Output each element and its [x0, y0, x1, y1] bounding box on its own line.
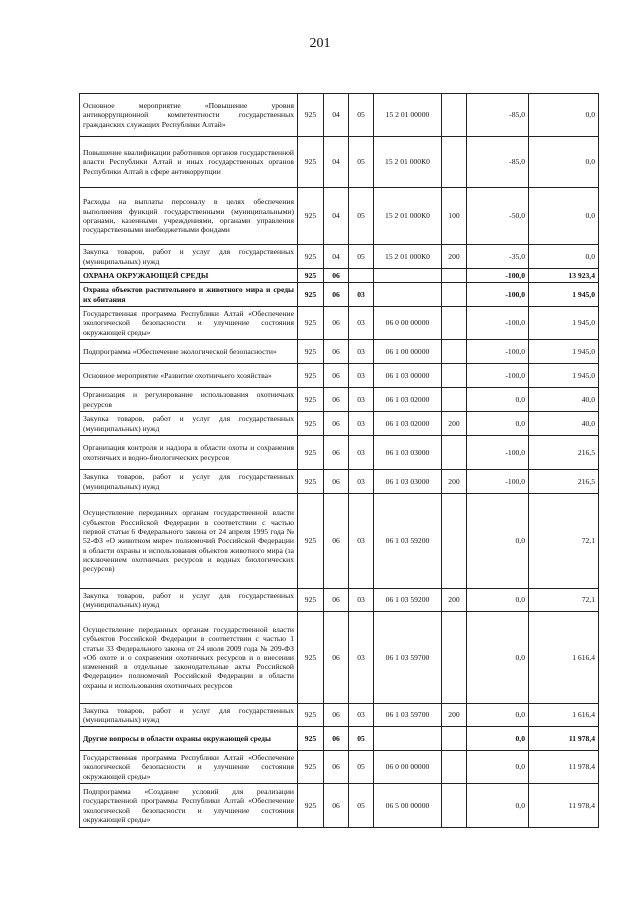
section-code: 04 — [324, 137, 349, 188]
ministry-code: 925 — [298, 727, 324, 751]
table-row — [80, 245, 599, 269]
target-article-code: 15 2 01 000К0 — [374, 188, 442, 245]
row-name: Закупка товаров, работ и услуг для государственных (муниципальных) нужд — [80, 589, 298, 612]
total-amount: 1 945,0 — [529, 307, 599, 340]
total-amount: 40,0 — [529, 412, 599, 436]
target-article-code — [374, 283, 442, 307]
expense-type-code: 100 — [442, 188, 467, 245]
subsection-code — [349, 269, 374, 283]
ministry-code: 925 — [298, 589, 324, 612]
ministry-code: 925 — [298, 137, 324, 188]
change-amount: 0,0 — [467, 412, 529, 436]
total-amount: 0,0 — [529, 188, 599, 245]
target-article-code: 06 1 00 00000 — [374, 340, 442, 364]
total-amount: 11 978,4 — [529, 727, 599, 751]
change-amount: 0,0 — [467, 727, 529, 751]
subsection-code: 05 — [349, 784, 374, 828]
section-code: 06 — [324, 704, 349, 727]
table-row — [80, 388, 599, 412]
target-article-code: 15 2 01 000К0 — [374, 245, 442, 269]
total-amount: 72,1 — [529, 589, 599, 612]
expense-type-code: 200 — [442, 412, 467, 436]
subsection-code: 03 — [349, 388, 374, 412]
subsection-code: 05 — [349, 188, 374, 245]
row-name: Расходы на выплаты персоналу в целях обеспечения выполнения функций государственными (муниципальными) органами, казенными учреждениями, органами управления государственными внебюджетными фондами — [80, 188, 298, 245]
section-code: 06 — [324, 494, 349, 589]
subsection-code: 05 — [349, 727, 374, 751]
section-code: 06 — [324, 436, 349, 470]
target-article-code: 06 1 03 00000 — [374, 364, 442, 388]
section-code: 06 — [324, 269, 349, 283]
ministry-code: 925 — [298, 269, 324, 283]
total-amount: 1 616,4 — [529, 612, 599, 704]
section-code: 06 — [324, 612, 349, 704]
ministry-code: 925 — [298, 784, 324, 828]
ministry-code: 925 — [298, 188, 324, 245]
total-amount: 11 978,4 — [529, 784, 599, 828]
table-row — [80, 494, 599, 589]
ministry-code: 925 — [298, 388, 324, 412]
table-row — [80, 283, 599, 307]
subsection-code: 05 — [349, 751, 374, 784]
section-code: 06 — [324, 388, 349, 412]
row-name: Организация и регулирование использования охотничьих ресурсов — [80, 388, 298, 412]
expense-type-code — [442, 269, 467, 283]
ministry-code: 925 — [298, 307, 324, 340]
subsection-code: 05 — [349, 245, 374, 269]
row-name: Основное мероприятие «Повышение уровня антикоррупционной компетентности государственных гражданских служащих Республики Алтай» — [80, 94, 298, 137]
section-code: 04 — [324, 245, 349, 269]
section-code: 06 — [324, 784, 349, 828]
ministry-code: 925 — [298, 470, 324, 494]
target-article-code — [374, 269, 442, 283]
row-name: Другие вопросы в области охраны окружающей среды — [80, 727, 298, 751]
change-amount: -100,0 — [467, 470, 529, 494]
total-amount: 1 945,0 — [529, 364, 599, 388]
change-amount: -85,0 — [467, 137, 529, 188]
table-body — [80, 94, 599, 828]
table-row — [80, 137, 599, 188]
table-row — [80, 307, 599, 340]
target-article-code: 06 1 03 03000 — [374, 470, 442, 494]
change-amount: -100,0 — [467, 436, 529, 470]
target-article-code — [374, 727, 442, 751]
row-name: Закупка товаров, работ и услуг для государственных (муниципальных) нужд — [80, 470, 298, 494]
row-name: Подпрограмма «Создание условий для реализации государственной программы Республики Алтай «Обеспечение экологической безопасности и улучшение состояния окружающей среды» — [80, 784, 298, 828]
expense-type-code — [442, 94, 467, 137]
page-number: 201 — [309, 36, 331, 51]
ministry-code: 925 — [298, 412, 324, 436]
table-row — [80, 94, 599, 137]
subsection-code: 03 — [349, 494, 374, 589]
total-amount: 11 978,4 — [529, 751, 599, 784]
section-code: 04 — [324, 94, 349, 137]
row-name: Государственная программа Республики Алтай «Обеспечение экологической безопасности и улучшение состояния окружающей среды» — [80, 307, 298, 340]
ministry-code: 925 — [298, 751, 324, 784]
ministry-code: 925 — [298, 94, 324, 137]
change-amount: -100,0 — [467, 269, 529, 283]
section-code: 06 — [324, 340, 349, 364]
change-amount: 0,0 — [467, 612, 529, 704]
section-code: 06 — [324, 470, 349, 494]
section-code: 06 — [324, 364, 349, 388]
subsection-code: 03 — [349, 436, 374, 470]
change-amount: -50,0 — [467, 188, 529, 245]
section-code: 06 — [324, 727, 349, 751]
subsection-code: 05 — [349, 137, 374, 188]
row-name: Осуществление переданных органам государственной власти субъектов Российской Федерации в соответствии с частью 1 статьи 33 Федерального закона от 24 июля 2009 года № 209-ФЗ «Об охоте и о сохранении охотничьих ресурсов и о внесении изменений в отдельные законодательные акты Российской Федерации» полномочий Российской Федерации в области охраны и использования охотничьих ресурсов — [80, 612, 298, 704]
expense-type-code: 200 — [442, 245, 467, 269]
section-code: 06 — [324, 751, 349, 784]
table-row — [80, 470, 599, 494]
table-row — [80, 188, 599, 245]
change-amount: -100,0 — [467, 340, 529, 364]
expense-type-code — [442, 436, 467, 470]
change-amount: 0,0 — [467, 494, 529, 589]
expense-type-code: 200 — [442, 589, 467, 612]
section-code: 06 — [324, 283, 349, 307]
expense-type-code — [442, 494, 467, 589]
change-amount: 0,0 — [467, 784, 529, 828]
subsection-code: 03 — [349, 589, 374, 612]
expense-type-code — [442, 784, 467, 828]
ministry-code: 925 — [298, 245, 324, 269]
target-article-code: 06 1 03 59200 — [374, 589, 442, 612]
change-amount: -100,0 — [467, 283, 529, 307]
budget-table — [79, 93, 599, 828]
subsection-code: 03 — [349, 412, 374, 436]
subsection-code: 03 — [349, 612, 374, 704]
subsection-code: 03 — [349, 704, 374, 727]
row-name: Повышение квалификации работников органов государственной власти Республики Алтай и иных государственных органов Республики Алтай в сфере антикоррупции — [80, 137, 298, 188]
row-name: Основное мероприятие «Развитие охотничьего хозяйства» — [80, 364, 298, 388]
change-amount: 0,0 — [467, 388, 529, 412]
change-amount: -100,0 — [467, 307, 529, 340]
total-amount: 13 923,4 — [529, 269, 599, 283]
ministry-code: 925 — [298, 612, 324, 704]
change-amount: -85,0 — [467, 94, 529, 137]
table-row — [80, 436, 599, 470]
expense-type-code — [442, 612, 467, 704]
section-code: 04 — [324, 188, 349, 245]
row-name: Организация контроля и надзора в области охоты и сохранения охотничьих и водно-биологических ресурсов — [80, 436, 298, 470]
target-article-code: 06 1 03 03000 — [374, 436, 442, 470]
target-article-code: 06 1 03 59700 — [374, 612, 442, 704]
row-name: Закупка товаров, работ и услуг для государственных (муниципальных) нужд — [80, 704, 298, 727]
ministry-code: 925 — [298, 436, 324, 470]
expense-type-code — [442, 283, 467, 307]
row-name: ОХРАНА ОКРУЖАЮЩЕЙ СРЕДЫ — [80, 269, 298, 283]
target-article-code: 15 2 01 00000 — [374, 94, 442, 137]
table-row — [80, 589, 599, 612]
expense-type-code — [442, 727, 467, 751]
table-row — [80, 269, 599, 283]
total-amount: 0,0 — [529, 94, 599, 137]
table-row — [80, 784, 599, 828]
table-row — [80, 704, 599, 727]
target-article-code: 06 0 00 00000 — [374, 307, 442, 340]
total-amount: 1 616,4 — [529, 704, 599, 727]
target-article-code: 06 0 00 00000 — [374, 751, 442, 784]
change-amount: 0,0 — [467, 704, 529, 727]
ministry-code: 925 — [298, 340, 324, 364]
expense-type-code — [442, 307, 467, 340]
ministry-code: 925 — [298, 704, 324, 727]
target-article-code: 06 1 03 59700 — [374, 704, 442, 727]
target-article-code: 15 2 01 000К0 — [374, 137, 442, 188]
row-name: Закупка товаров, работ и услуг для государственных (муниципальных) нужд — [80, 412, 298, 436]
target-article-code: 06 5 00 00000 — [374, 784, 442, 828]
section-code: 06 — [324, 307, 349, 340]
ministry-code: 925 — [298, 283, 324, 307]
total-amount: 0,0 — [529, 245, 599, 269]
subsection-code: 03 — [349, 470, 374, 494]
expense-type-code — [442, 137, 467, 188]
total-amount: 1 945,0 — [529, 283, 599, 307]
change-amount: 0,0 — [467, 751, 529, 784]
subsection-code: 03 — [349, 283, 374, 307]
table-row — [80, 412, 599, 436]
row-name: Осуществление переданных органам государственной власти субъектов Российской Федерации в соответствии с частью первой статьи 6 Федерального закона от 24 апреля 1995 года № 52-ФЗ «О животном мире» полномочий Российской Федерации в области охраны и использования объектов животного мира (за исключением охотничьих ресурсов и водных биологических ресурсов) — [80, 494, 298, 589]
total-amount: 40,0 — [529, 388, 599, 412]
subsection-code: 03 — [349, 364, 374, 388]
table-row — [80, 364, 599, 388]
row-name: Государственная программа Республики Алтай «Обеспечение экологической безопасности и улучшение состояния окружающей среды» — [80, 751, 298, 784]
target-article-code: 06 1 03 02000 — [374, 412, 442, 436]
row-name: Закупка товаров, работ и услуг для государственных (муниципальных) нужд — [80, 245, 298, 269]
expense-type-code — [442, 388, 467, 412]
total-amount: 216,5 — [529, 436, 599, 470]
target-article-code: 06 1 03 02000 — [374, 388, 442, 412]
section-code: 06 — [324, 412, 349, 436]
target-article-code: 06 1 03 59200 — [374, 494, 442, 589]
expense-type-code — [442, 340, 467, 364]
change-amount: -100,0 — [467, 364, 529, 388]
section-code: 06 — [324, 589, 349, 612]
table-row — [80, 727, 599, 751]
ministry-code: 925 — [298, 494, 324, 589]
expense-type-code — [442, 751, 467, 784]
ministry-code: 925 — [298, 364, 324, 388]
row-name: Подпрограмма «Обеспечение экологической безопасности» — [80, 340, 298, 364]
subsection-code: 03 — [349, 340, 374, 364]
total-amount: 216,5 — [529, 470, 599, 494]
change-amount: -35,0 — [467, 245, 529, 269]
table-row — [80, 751, 599, 784]
table-row — [80, 340, 599, 364]
subsection-code: 05 — [349, 94, 374, 137]
row-name: Охрана объектов растительного и животного мира и среды их обитания — [80, 283, 298, 307]
expense-type-code — [442, 364, 467, 388]
change-amount: 0,0 — [467, 589, 529, 612]
expense-type-code: 200 — [442, 704, 467, 727]
expense-type-code: 200 — [442, 470, 467, 494]
total-amount: 72,1 — [529, 494, 599, 589]
total-amount: 0,0 — [529, 137, 599, 188]
subsection-code: 03 — [349, 307, 374, 340]
total-amount: 1 945,0 — [529, 340, 599, 364]
table-row — [80, 612, 599, 704]
